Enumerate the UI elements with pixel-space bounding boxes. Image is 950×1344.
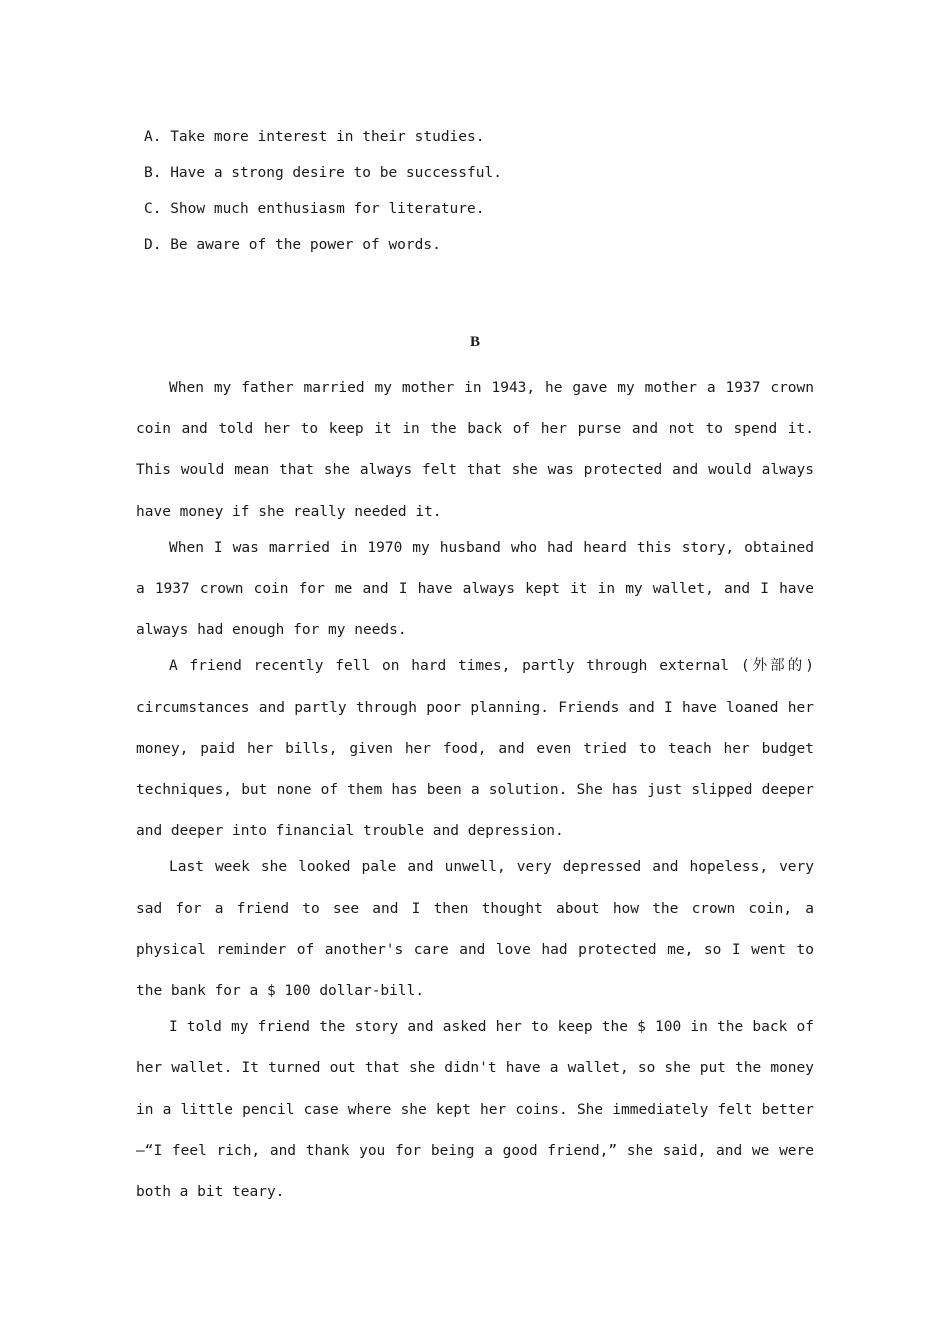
passage-paragraph: A friend recently fell on hard times, partly through external (外部的) circumstances and partly through poor planning. Friends and I have loaned her money, paid her bills, given her food, and even tried to teach her budget techniques, but none of them has been a solution. She has just slipped deeper and deeper into financial trouble and depression.	[136, 658, 814, 840]
option-text: Show much enthusiasm for literature.	[170, 201, 485, 217]
option-b	[144, 160, 824, 196]
option-letter: B.	[144, 165, 162, 181]
option-c	[144, 196, 824, 232]
passage-paragraph: When my father married my mother in 1943, he gave my mother a 1937 crown coin and told her to keep it in the back of her purse and not to spend it. This would mean that she always felt that she was protected and would always have money if she really needed it.	[136, 380, 814, 520]
option-text: Take more interest in their studies.	[170, 129, 485, 145]
option-letter: A.	[144, 129, 162, 145]
option-a	[144, 124, 824, 160]
reading-passage	[136, 368, 814, 1208]
option-text: Be aware of the power of words.	[170, 237, 441, 253]
option-letter: D.	[144, 237, 162, 253]
passage-paragraph: I told my friend the story and asked her to keep the $ 100 in the back of her wallet. It turned out that she didn't have a wallet, so she put the money in a little pencil case where she kept her coins. She immediately felt better—“I feel rich, and thank you for being a good friend,” she said, and we were both a bit teary.	[136, 1019, 814, 1201]
section-title: B	[469, 334, 480, 350]
answer-options	[144, 124, 824, 268]
option-d	[144, 232, 824, 268]
passage-paragraph: When I was married in 1970 my husband who had heard this story, obtained a 1937 crown coin for me and I have always kept it in my wallet, and I have always had enough for my needs.	[136, 539, 814, 639]
option-letter: C.	[144, 201, 162, 217]
option-text: Have a strong desire to be successful.	[170, 165, 502, 181]
passage-paragraph: Last week she looked pale and unwell, very depressed and hopeless, very sad for a friend to see and I then thought about how the crown coin, a physical reminder of another's care and love had protected me, so I went to the bank for a $ 100 dollar-bill.	[136, 859, 814, 1000]
